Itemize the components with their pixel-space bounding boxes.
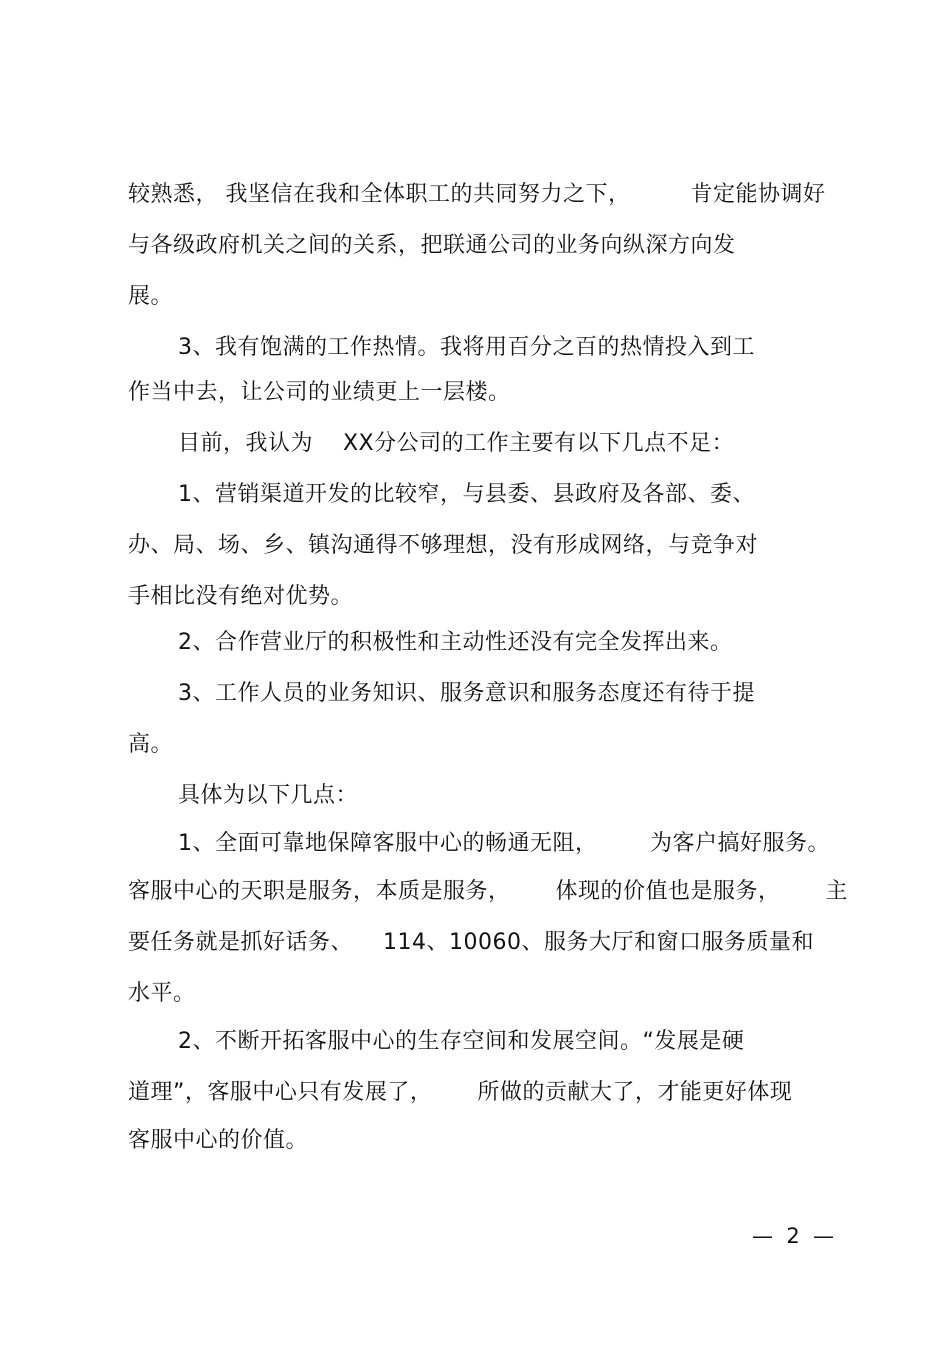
paragraph-line: 作当中去，让公司的业绩更上一层楼。 [128,380,511,405]
paragraph-line: 2、合作营业厅的积极性和主动性还没有完全发挥出来。 [178,630,733,655]
paragraph-line: 1、全面可靠地保障客服中心的畅通无阻， 为客户搞好服务。 [178,831,830,856]
paragraph-line: 2、不断开拓客服中心的生存空间和发展空间。“发展是硬 [178,1029,745,1054]
paragraph-line: 水平。 [128,981,196,1006]
paragraph-line: 较熟悉， 我坚信在我和全体职工的共同努力之下， 肯定能协调好 [128,182,826,207]
paragraph-line: 3、我有饱满的工作热情。我将用百分之百的热情投入到工 [178,335,755,360]
paragraph-line: 具体为以下几点： [178,783,359,808]
paragraph-line: 与各级政府机关之间的关系，把联通公司的业务向纵深方向发 [128,233,736,258]
page-number: — 2 — [752,1224,835,1248]
paragraph-line: 手相比没有绝对优势。 [128,584,354,609]
paragraph-line: 3、工作人员的业务知识、服务意识和服务态度还有待于提 [178,681,755,706]
paragraph-line: 客服中心的天职是服务，本质是服务， 体现的价值也是服务， 主 [128,879,848,904]
paragraph-line: 要任务就是抓好话务、 114、10060、服务大厅和窗口服务质量和 [128,930,814,955]
paragraph-line: 目前，我认为 XX分公司的工作主要有以下几点不足： [178,431,735,456]
paragraph-line: 办、局、场、乡、镇沟通得不够理想，没有形成网络，与竞争对 [128,533,759,558]
paragraph-line: 1、营销渠道开发的比较窄，与县委、县政府及各部、委、 [178,482,755,507]
paragraph-line: 道理”，客服中心只有发展了， 所做的贡献大了，才能更好体现 [128,1080,793,1105]
paragraph-line: 高。 [128,732,174,757]
paragraph-line: 展。 [128,284,174,309]
paragraph-line: 客服中心的价值。 [128,1128,309,1153]
